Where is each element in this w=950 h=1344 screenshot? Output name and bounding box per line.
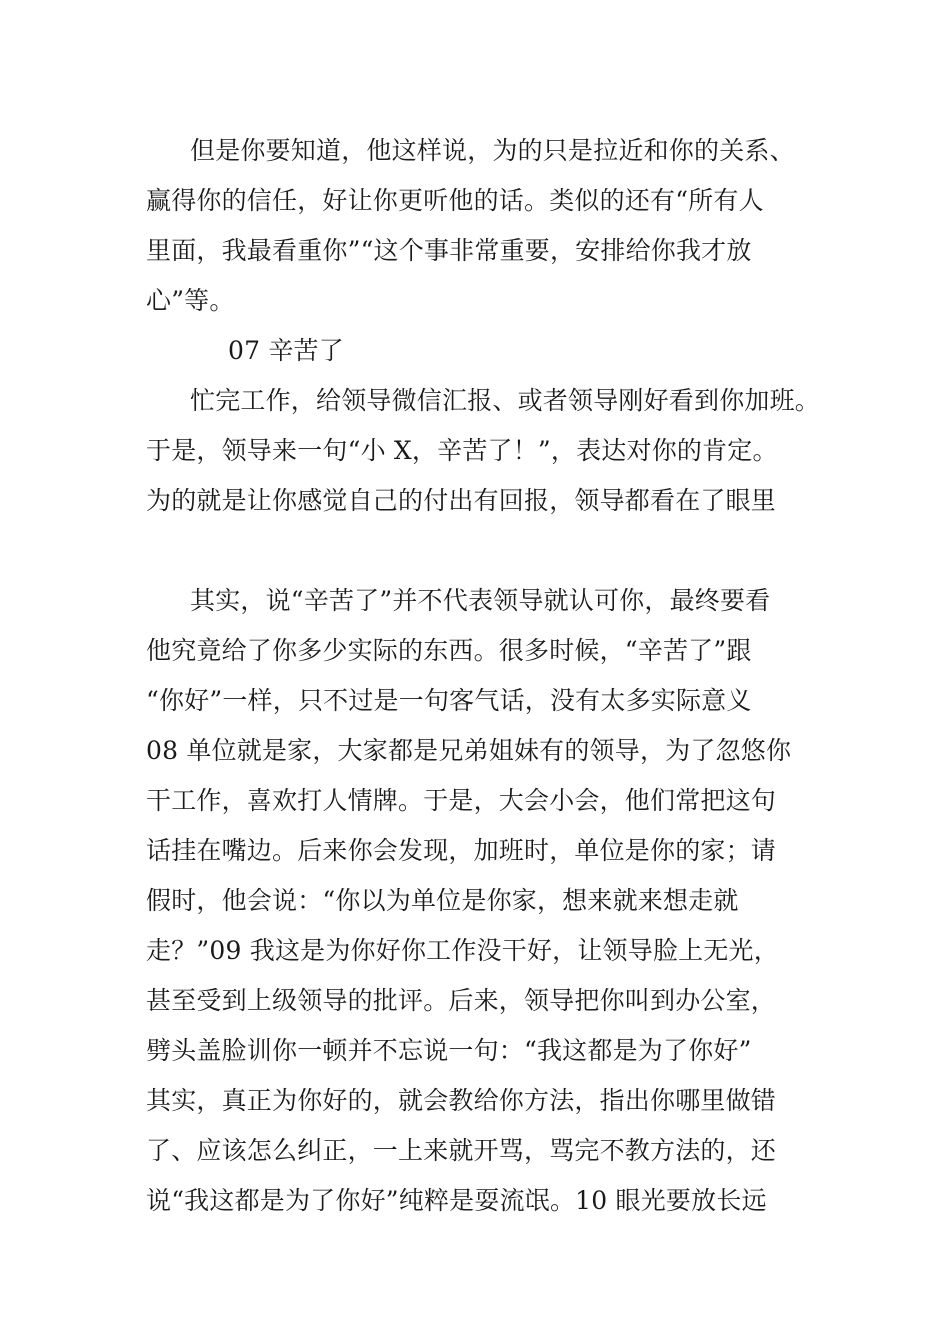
paragraph-line: 他究竟给了你多少实际的东西。很多时候，“辛苦了”跟 xyxy=(146,636,752,665)
paragraph-line: 甚至受到上级领导的批评。后来，领导把你叫到办公室， xyxy=(146,986,777,1015)
paragraph-line: 其实，真正为你好的，就会教给你方法，指出你哪里做错 xyxy=(146,1086,777,1115)
paragraph-line: 但是你要知道，他这样说，为的只是拉近和你的关系、 xyxy=(190,136,795,165)
paragraph-line: 为的就是让你感觉自己的付出有回报，领导都看在了眼里 xyxy=(146,486,777,515)
paragraph-line: “你好”一样，只不过是一句客气话，没有太多实际意义 xyxy=(146,686,752,715)
paragraph-line: 赢得你的信任，好让你更听他的话。类似的还有“所有人 xyxy=(146,186,764,215)
paragraph-line: 里面，我最看重你”“这个事非常重要，安排给你我才放 xyxy=(146,236,752,265)
paragraph-line: 其实，说“辛苦了”并不代表领导就认可你，最终要看 xyxy=(190,586,771,615)
paragraph-line: 走？”09 我这是为你好你工作没干好，让领导脸上无光， xyxy=(146,936,779,965)
paragraph-line: 干工作，喜欢打人情牌。于是，大会小会，他们常把这句 xyxy=(146,786,777,815)
paragraph-line: 于是，领导来一句“小 X，辛苦了！”，表达对你的肯定。 xyxy=(146,436,778,465)
section-heading: 07 辛苦了 xyxy=(228,336,344,365)
paragraph-line: 了、应该怎么纠正，一上来就开骂，骂完不教方法的，还 xyxy=(146,1136,777,1165)
paragraph-line: 说“我这都是为了你好”纯粹是耍流氓。10 眼光要放长远 xyxy=(146,1186,767,1215)
paragraph-line: 话挂在嘴边。后来你会发现，加班时，单位是你的家；请 xyxy=(146,836,777,865)
paragraph-line: 心”等。 xyxy=(146,286,235,315)
paragraph-line: 忙完工作，给领导微信汇报、或者领导刚好看到你加班。 xyxy=(190,386,821,415)
paragraph-line: 劈头盖脸训你一顿并不忘说一句：“我这都是为了你好” xyxy=(146,1036,752,1065)
paragraph-line: 08 单位就是家，大家都是兄弟姐妹有的领导，为了忽悠你 xyxy=(146,736,792,765)
paragraph-line: 假时，他会说：“你以为单位是你家，想来就来想走就 xyxy=(146,886,739,915)
